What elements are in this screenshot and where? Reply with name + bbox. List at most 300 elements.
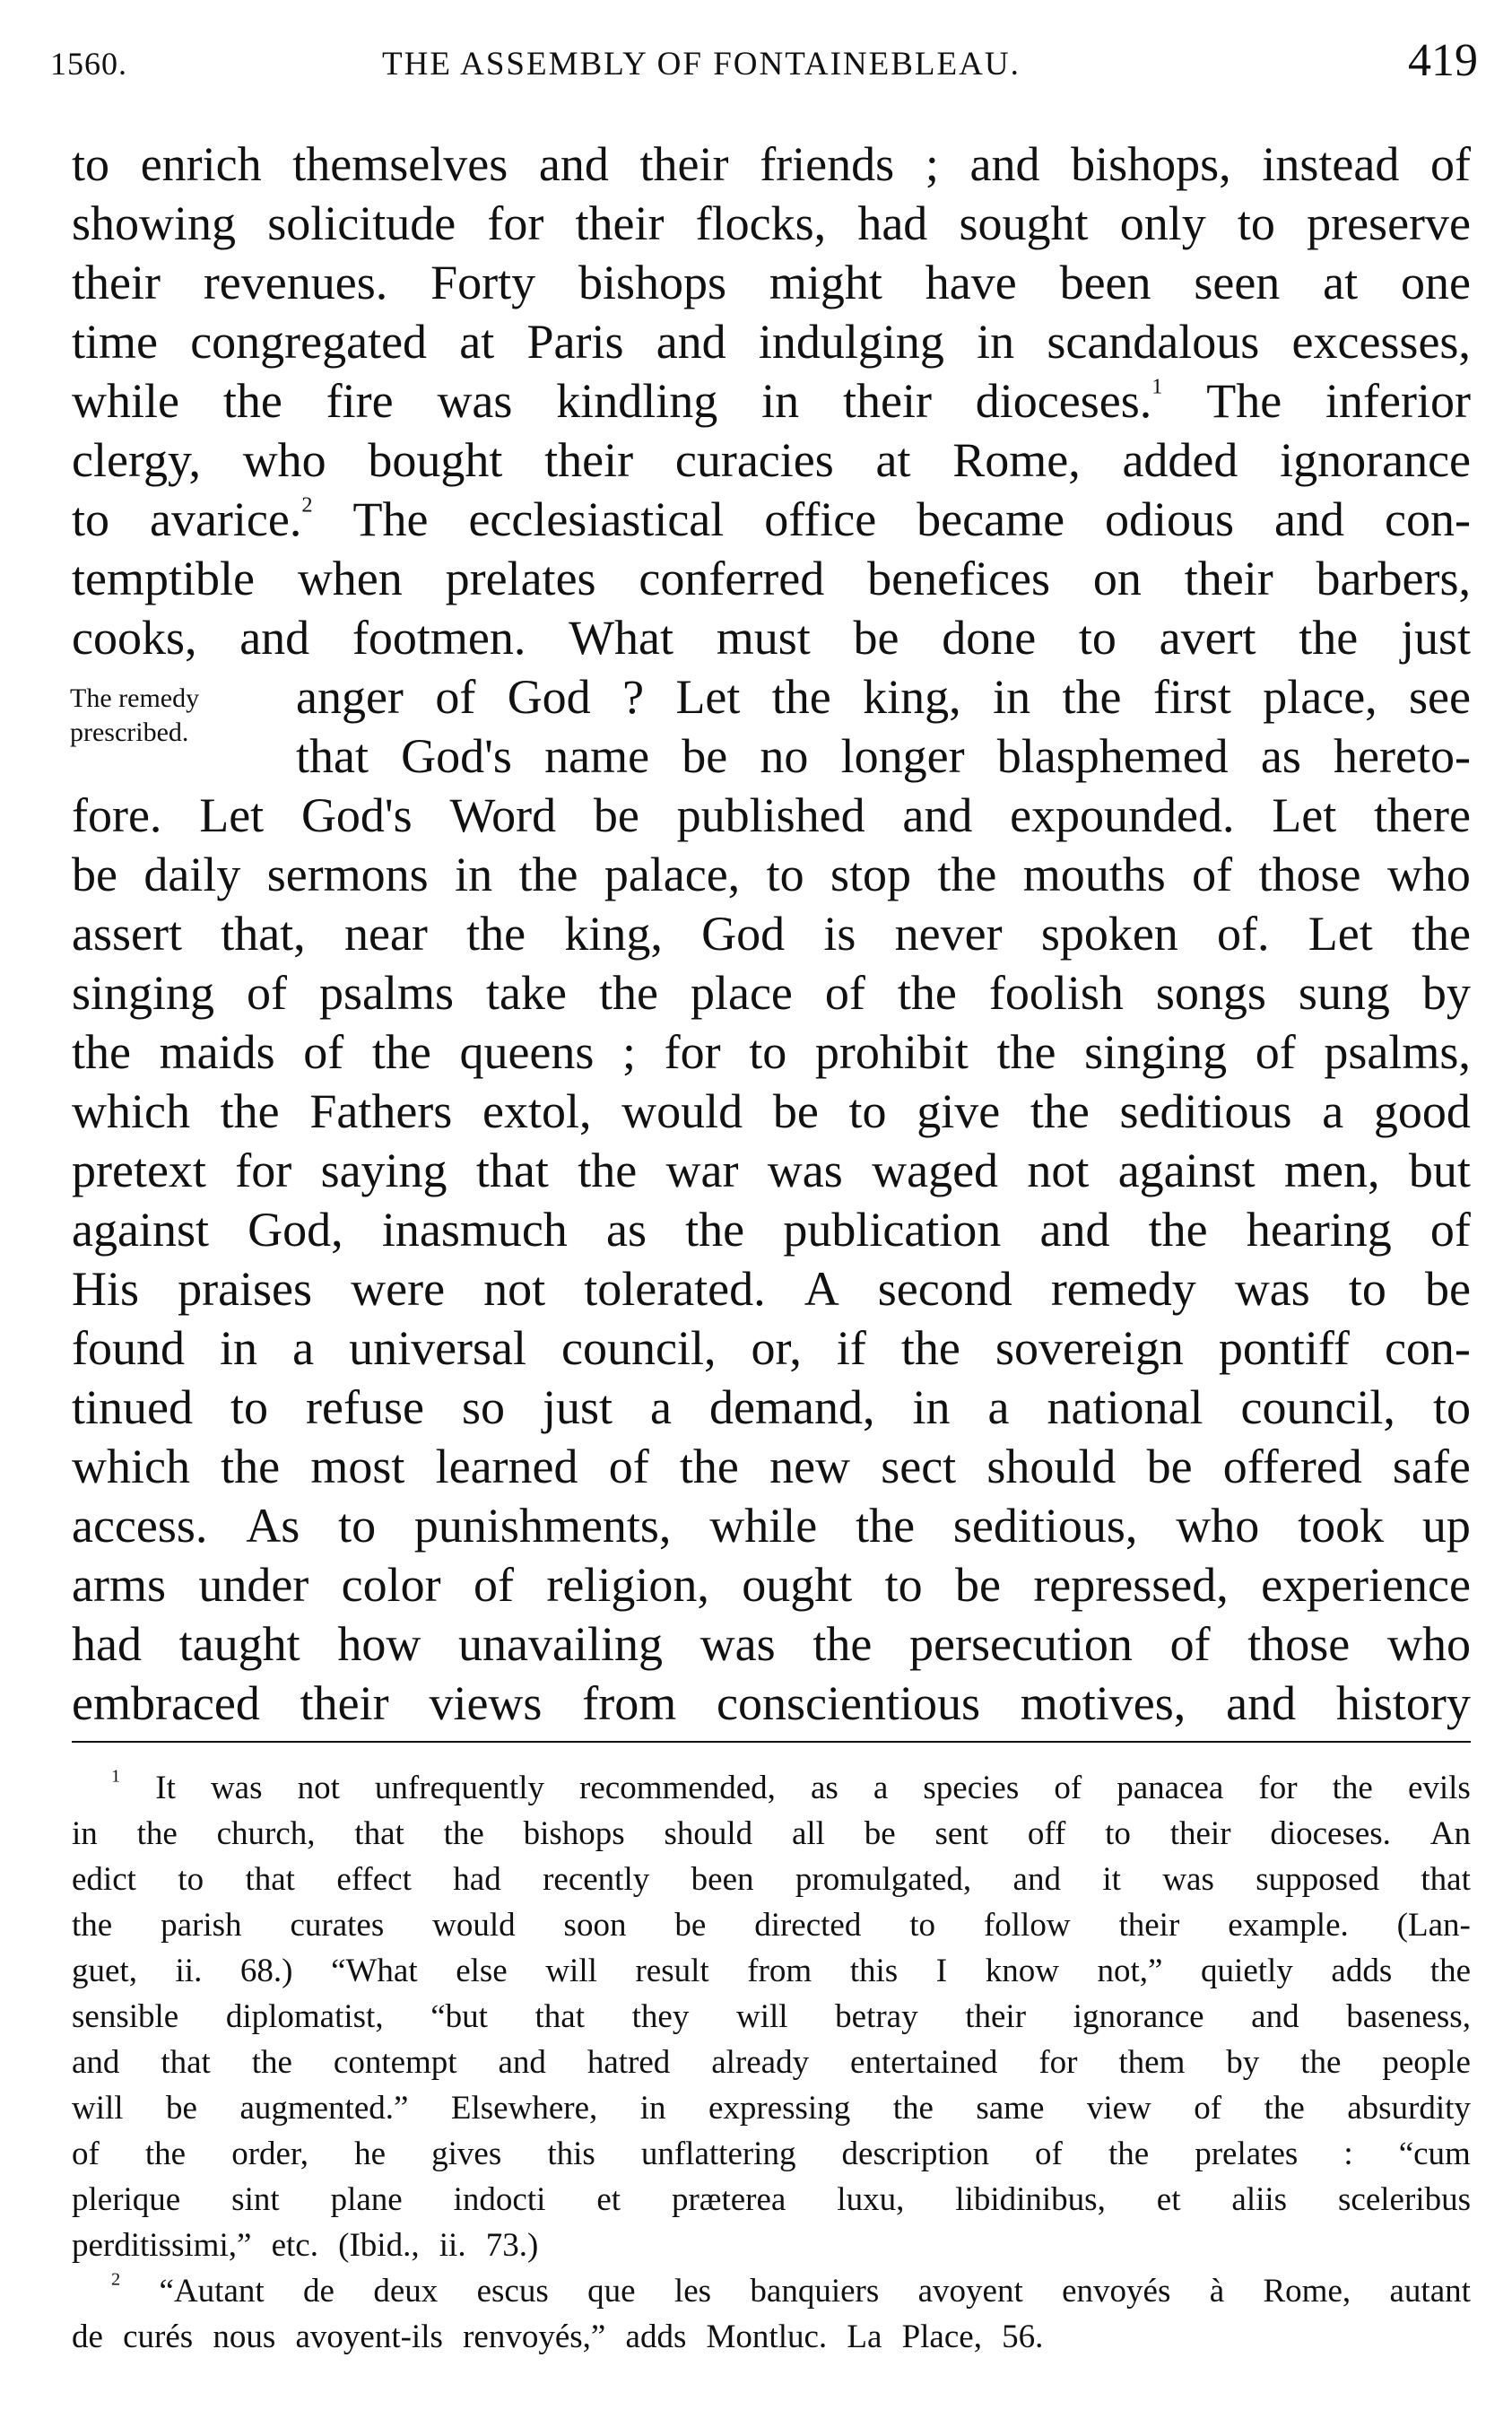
word: sect — [881, 1440, 957, 1493]
body-line — [72, 608, 1471, 667]
body-text — [72, 135, 1471, 1733]
body-line — [72, 253, 1471, 312]
word: God — [507, 670, 591, 724]
word: and — [902, 788, 973, 842]
word: augmented.” — [239, 2090, 409, 2127]
word: avarice.$^2$ — [150, 492, 313, 546]
word: baseness, — [1346, 1998, 1471, 2035]
word: entertained — [850, 2044, 998, 2081]
word: “cum — [1398, 2136, 1471, 2172]
word: sovereign — [995, 1321, 1184, 1375]
word: unfrequently — [374, 1770, 544, 1806]
word: the — [1429, 1953, 1471, 1989]
word: will — [545, 1953, 597, 1989]
word: seen — [1194, 256, 1281, 309]
word: the — [679, 1440, 739, 1493]
word: the — [371, 1025, 431, 1079]
word: took — [1298, 1499, 1385, 1553]
word: Montluc. — [706, 2319, 828, 2355]
word: published — [676, 788, 865, 842]
word: on — [1092, 552, 1142, 605]
word: off — [1027, 1815, 1066, 1852]
word: de — [72, 2319, 103, 2355]
word: sermons — [266, 848, 429, 901]
word: the — [771, 670, 831, 724]
word: as — [810, 1770, 839, 1806]
word: Paris — [526, 315, 624, 369]
word: their — [72, 256, 161, 309]
word: God's — [300, 788, 413, 842]
word: follow — [983, 1907, 1071, 1944]
word: “What — [331, 1953, 418, 1989]
word: for — [487, 196, 544, 250]
word: ii. — [175, 1953, 203, 1989]
word: enrich — [140, 137, 262, 191]
word: prohibit — [814, 1025, 969, 1079]
word: renvoyés,” — [463, 2319, 606, 2355]
word: curés — [123, 2319, 194, 2355]
word: sensible — [72, 1998, 179, 2035]
word: the — [996, 1025, 1056, 1079]
word: which — [72, 1440, 190, 1493]
word: betray — [835, 1998, 918, 2035]
word: of — [474, 1558, 514, 1612]
word: be — [864, 1815, 896, 1852]
word: friends — [760, 137, 895, 191]
word: à — [1209, 2273, 1225, 2310]
word: the — [1299, 611, 1359, 665]
word: should — [986, 1440, 1117, 1493]
word: who — [1386, 848, 1471, 901]
word: war — [665, 1144, 739, 1197]
word: remedy — [1050, 1262, 1196, 1316]
word: persecution — [909, 1617, 1133, 1671]
word: and — [656, 315, 726, 369]
word: place, — [1263, 670, 1377, 724]
footnote-line — [72, 2177, 1471, 2223]
word: pontiff — [1218, 1321, 1350, 1375]
word: who — [1386, 1617, 1471, 1671]
word: while — [72, 374, 179, 428]
word: there — [1374, 788, 1471, 842]
word: be — [1424, 1262, 1471, 1316]
body-line — [72, 1437, 1471, 1496]
word: found — [72, 1321, 185, 1375]
word: ecclesiastical — [468, 492, 725, 546]
word: “Autant — [159, 2273, 265, 2310]
word: of. — [1217, 907, 1270, 961]
word: those — [1258, 848, 1361, 901]
body-line — [72, 312, 1471, 371]
body-line — [72, 1318, 1471, 1378]
word: pretext — [72, 1144, 206, 1197]
word: to — [178, 1861, 204, 1898]
word: name — [544, 729, 650, 783]
word: expressing — [708, 2090, 851, 2127]
body-line — [72, 1259, 1471, 1318]
word: or, — [751, 1321, 802, 1375]
word: God, — [248, 1203, 343, 1257]
word: Rome, — [952, 433, 1081, 487]
word: the — [685, 1203, 745, 1257]
word: be — [674, 1907, 707, 1944]
word: a — [292, 1321, 315, 1375]
word: spoken — [1040, 907, 1178, 961]
word: by — [1421, 966, 1471, 1020]
word: the — [812, 1617, 873, 1671]
word: same — [976, 2090, 1045, 2127]
word: their — [300, 1676, 389, 1730]
body-line — [72, 1378, 1471, 1437]
word: guet, — [72, 1953, 137, 1989]
word: seditious, — [952, 1499, 1138, 1553]
word: fore. — [72, 788, 162, 842]
word: done — [942, 611, 1037, 665]
word: of — [824, 966, 865, 1020]
word: have — [925, 256, 1017, 309]
body-line — [72, 963, 1471, 1022]
word: be — [1146, 1440, 1193, 1493]
body-line — [72, 1674, 1471, 1733]
word: that — [245, 1861, 295, 1898]
word: aliis — [1231, 2181, 1288, 2218]
word: king, — [863, 670, 961, 724]
word: the — [856, 1499, 916, 1553]
word: arms — [72, 1558, 166, 1612]
body-line — [72, 194, 1471, 253]
word: flocks, — [695, 196, 827, 250]
word: new — [769, 1440, 851, 1493]
word: was — [210, 1770, 263, 1806]
word: que — [587, 2273, 636, 2310]
word: the — [221, 1440, 281, 1493]
word: stop — [830, 848, 911, 901]
word: for — [1038, 2044, 1078, 2081]
word: should — [664, 1815, 753, 1852]
word: recently — [543, 1861, 650, 1898]
word: the — [1412, 907, 1471, 961]
word: præterea — [671, 2181, 786, 2218]
word: the — [466, 907, 526, 961]
word: of — [303, 1025, 344, 1079]
word: not — [483, 1262, 546, 1316]
word: prelates — [1195, 2136, 1299, 2172]
word: the — [900, 1321, 960, 1375]
word: It — [155, 1770, 176, 1806]
word: ii. — [439, 2227, 466, 2264]
body-line — [72, 490, 1471, 549]
word: and — [1039, 1203, 1110, 1257]
word: ought — [742, 1558, 853, 1612]
word: : — [1343, 2136, 1353, 2172]
word: tolerated. — [584, 1262, 766, 1316]
word: their — [639, 137, 729, 191]
word: to — [1237, 196, 1275, 250]
word: curates — [290, 1907, 385, 1944]
body-line — [72, 1141, 1471, 1200]
word: under — [198, 1558, 309, 1612]
word: the — [1300, 2044, 1342, 2081]
word: the — [220, 1084, 280, 1138]
word: luxu, — [837, 2181, 905, 2218]
word: effect — [336, 1861, 412, 1898]
word: Let — [675, 670, 741, 724]
word: promulgated, — [795, 1861, 972, 1898]
word: diplomatist, — [225, 1998, 384, 2035]
word: contempt — [333, 2044, 457, 2081]
word: will — [735, 1998, 788, 2035]
word: scandalous — [1047, 315, 1260, 369]
word: history — [1335, 1676, 1471, 1730]
word: nous — [213, 2319, 276, 2355]
word: As — [246, 1499, 300, 1553]
word: absurdity — [1347, 2090, 1471, 2127]
body-line — [72, 904, 1471, 963]
word: ignorance — [1280, 433, 1471, 487]
word: at — [875, 433, 911, 487]
page-number: 419 — [1408, 35, 1478, 86]
word: this — [849, 1953, 899, 1989]
word: Let — [199, 788, 265, 842]
word: species — [923, 1770, 1020, 1806]
word: odious — [1105, 492, 1235, 546]
word: as — [1260, 729, 1301, 783]
word: unavailing — [458, 1617, 663, 1671]
word: know — [985, 1953, 1059, 1989]
word: Word — [449, 788, 557, 842]
word: council, — [561, 1321, 717, 1375]
word: the — [72, 1907, 113, 1944]
word: must — [716, 611, 811, 665]
word: against — [1117, 1144, 1256, 1197]
word: of — [1192, 848, 1233, 901]
word: singing — [72, 966, 215, 1020]
body-line — [72, 845, 1471, 904]
word: refuse — [306, 1380, 424, 1434]
word: that — [354, 1815, 404, 1852]
word: one — [1401, 256, 1471, 309]
word: their — [965, 1998, 1027, 2035]
word: and — [239, 611, 310, 665]
word: to — [230, 1380, 269, 1434]
word: showing — [72, 196, 237, 250]
word: evils — [1407, 1770, 1471, 1806]
word: the — [578, 1144, 638, 1197]
word: council, — [1240, 1380, 1395, 1434]
word: the — [72, 1025, 131, 1079]
word: escus — [476, 2273, 549, 2310]
word: Place, — [901, 2319, 982, 2355]
word: singing — [1084, 1025, 1228, 1079]
word: a — [873, 1770, 889, 1806]
word: “but — [430, 1998, 488, 2035]
word: soon — [563, 1907, 627, 1944]
word: that — [296, 729, 369, 783]
word: just — [1400, 611, 1471, 665]
word: seditious — [1119, 1084, 1292, 1138]
word: good — [1373, 1084, 1471, 1138]
word: taught — [178, 1617, 300, 1671]
footnote-line — [72, 1948, 1471, 1994]
word: What — [569, 611, 674, 665]
word: example. — [1228, 1907, 1349, 1944]
word: will — [72, 2090, 124, 2127]
word: avoyent-ils — [295, 2319, 443, 2355]
word: mouths — [1022, 848, 1166, 901]
word: The — [1206, 374, 1282, 428]
footnote-marker: 2 — [111, 2269, 121, 2290]
word: excesses, — [1291, 315, 1471, 369]
word: the — [598, 966, 658, 1020]
word: psalms — [319, 966, 455, 1020]
word: at — [1323, 256, 1359, 309]
word: unflattering — [640, 2136, 796, 2172]
word: be — [772, 1084, 819, 1138]
word: in — [993, 670, 1031, 724]
word: might — [769, 256, 882, 309]
word: the — [1264, 2090, 1305, 2127]
word: daily — [143, 848, 241, 901]
word: and — [1251, 1998, 1299, 2035]
word: in — [761, 374, 800, 428]
body-line — [72, 135, 1471, 194]
word: etc. — [271, 2227, 318, 2264]
word: con- — [1384, 1321, 1471, 1375]
word: in — [220, 1321, 258, 1375]
word: ignorance — [1073, 1998, 1204, 2035]
word: La — [847, 2319, 882, 2355]
word: be — [166, 2090, 197, 2127]
word: be — [853, 611, 899, 665]
word: kindling — [556, 374, 718, 428]
word: from — [582, 1676, 677, 1730]
word: be — [72, 848, 117, 901]
word: and — [538, 137, 609, 191]
word: palace, — [604, 848, 741, 901]
word: hatred — [587, 2044, 671, 2081]
word: the — [1062, 670, 1122, 724]
footnote-marker: 2 — [301, 492, 313, 518]
word: had — [72, 1617, 142, 1671]
word: blasphemed — [996, 729, 1229, 783]
word: prelates — [445, 552, 596, 605]
word: was — [767, 1144, 843, 1197]
word: in — [455, 848, 493, 901]
word: to — [1078, 611, 1117, 665]
word: inasmuch — [381, 1203, 568, 1257]
word: 73.) — [485, 2227, 539, 2264]
word: most — [310, 1440, 405, 1493]
word: them — [1118, 2044, 1186, 2081]
margin-note-line: The remedy — [70, 683, 200, 713]
word: sought — [959, 196, 1089, 250]
word: see — [1409, 670, 1471, 724]
word: that — [475, 1144, 549, 1197]
running-title: THE ASSEMBLY OF FONTAINEBLEAU. — [382, 46, 1021, 83]
word: he — [354, 2136, 387, 2172]
word: sung — [1298, 966, 1390, 1020]
word: national — [1047, 1380, 1204, 1434]
word: not — [1027, 1144, 1090, 1197]
body-line — [72, 431, 1471, 490]
word: directed — [754, 1907, 862, 1944]
word: already — [711, 2044, 810, 2081]
word: that — [161, 2044, 211, 2081]
word: that — [534, 1998, 586, 2035]
word: to — [1105, 1815, 1131, 1852]
word: had — [857, 196, 928, 250]
word: religion, — [546, 1558, 709, 1612]
word: tinued — [72, 1380, 193, 1434]
word: were — [351, 1262, 446, 1316]
word: autant — [1389, 2273, 1471, 2310]
word: by — [1226, 2044, 1260, 2081]
word: so — [461, 1380, 505, 1434]
word: to — [909, 1907, 936, 1944]
word: footmen. — [352, 611, 526, 665]
word: parish — [161, 1907, 242, 1944]
word: expounded. — [1010, 788, 1235, 842]
word: ? — [622, 670, 645, 724]
word: psalms, — [1324, 1025, 1471, 1079]
word: description — [841, 2136, 989, 2172]
word: how — [337, 1617, 421, 1671]
footnote-line — [72, 1857, 1471, 1902]
word: avert — [1159, 611, 1256, 665]
word: of — [1194, 2090, 1222, 2127]
word: against — [72, 1203, 209, 1257]
word: foolish — [988, 966, 1124, 1020]
word: of — [1430, 137, 1471, 191]
word: God — [701, 907, 786, 961]
word: people — [1382, 2044, 1471, 2081]
word: the — [892, 2090, 934, 2127]
word: and — [72, 2044, 120, 2081]
word: of — [1255, 1025, 1296, 1079]
word: offered — [1222, 1440, 1362, 1493]
footnote-line — [72, 1811, 1471, 1857]
word: be — [593, 788, 639, 842]
word: the — [1030, 1084, 1090, 1138]
word: for — [1258, 1770, 1298, 1806]
word: The — [352, 492, 429, 546]
word: experience — [1261, 1558, 1471, 1612]
word: of — [1429, 1203, 1471, 1257]
footnote-line — [72, 2223, 1471, 2268]
word: take — [486, 966, 567, 1020]
word: those — [1247, 1617, 1351, 1671]
word: was — [1234, 1262, 1310, 1316]
word: been — [691, 1861, 754, 1898]
word: be — [954, 1558, 1001, 1612]
footnote-line — [72, 2314, 1471, 2360]
word: second — [877, 1262, 1012, 1316]
word: assert — [72, 907, 182, 961]
word: conferred — [639, 552, 825, 605]
word: cooks, — [72, 611, 197, 665]
word: in — [977, 315, 1015, 369]
word: of — [435, 670, 476, 724]
word: solicitude — [267, 196, 456, 250]
word: gives — [431, 2136, 502, 2172]
word: near — [343, 907, 428, 961]
word: is — [823, 907, 856, 961]
word: maids — [159, 1025, 275, 1079]
word: if — [836, 1321, 866, 1375]
word: instead — [1262, 137, 1400, 191]
word: congregated — [190, 315, 428, 369]
word: of — [72, 2136, 100, 2172]
